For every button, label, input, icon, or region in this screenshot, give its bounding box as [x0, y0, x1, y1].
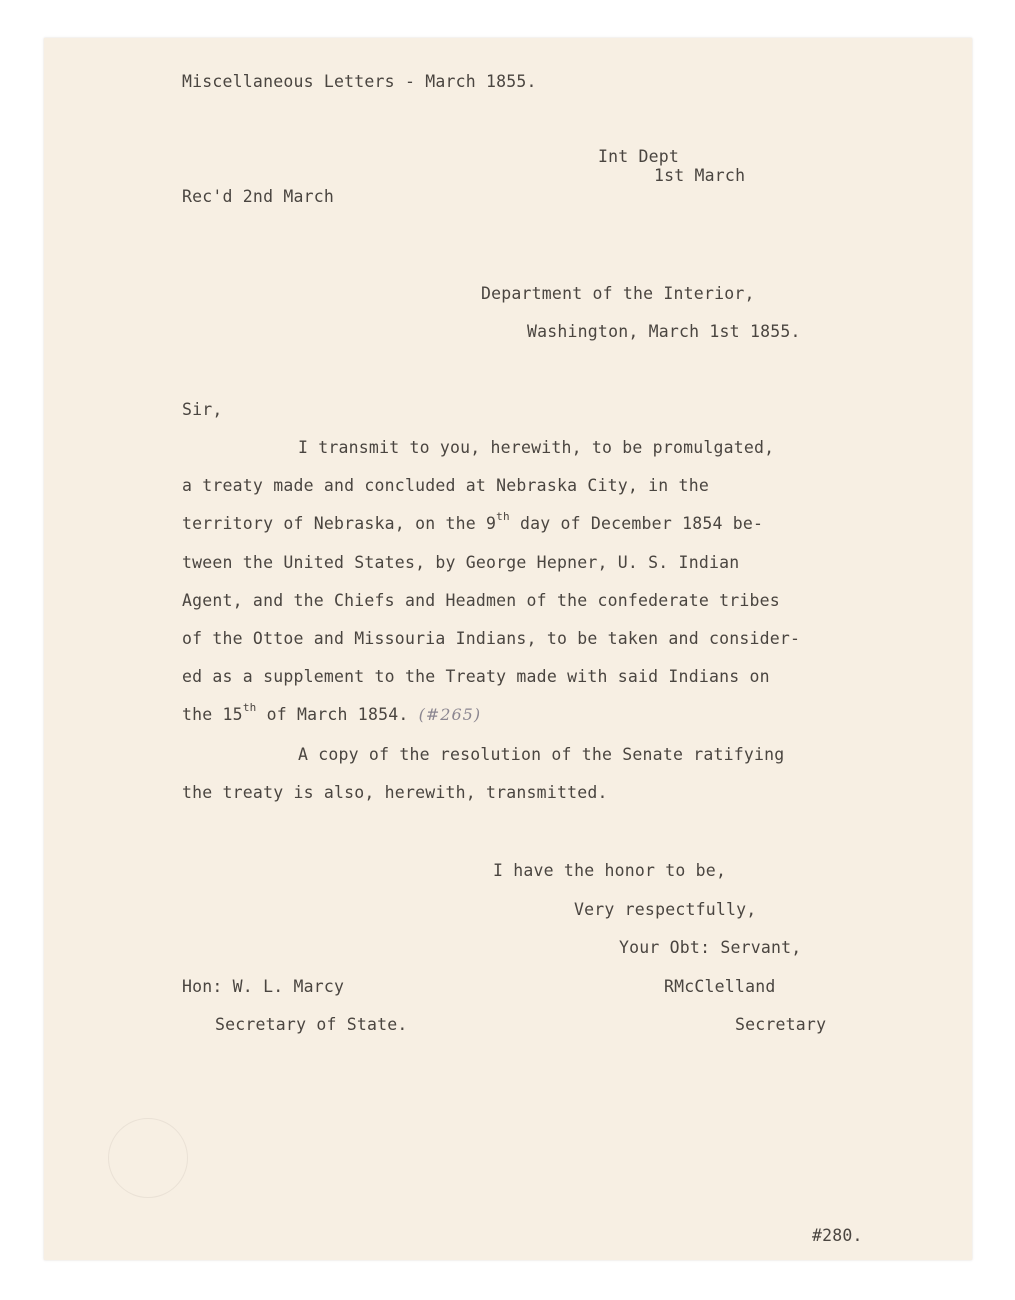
body-text: day of December 1854 be-	[509, 514, 764, 533]
collection-title: Miscellaneous Letters - March 1855.	[182, 72, 537, 91]
body-text: the 15	[182, 705, 243, 724]
handwritten-annotation: (#265)	[418, 705, 482, 724]
body-line: a treaty made and concluded at Nebraska City, in the	[182, 476, 709, 495]
document-page	[44, 38, 972, 1260]
body-text: territory of Nebraska, on the 9	[182, 514, 497, 533]
body-line: Agent, and the Chiefs and Headmen of the confederate tribes	[182, 591, 780, 610]
addressee-name: Hon: W. L. Marcy	[182, 977, 345, 996]
endorsement-dept: Int Dept	[598, 147, 680, 166]
body-line	[182, 701, 482, 725]
closing-line: Your Obt: Servant,	[619, 938, 802, 957]
salutation: Sir,	[182, 400, 223, 419]
signature: RMcClelland	[664, 977, 776, 996]
body-line: A copy of the resolution of the Senate ratifying	[298, 745, 785, 764]
addressee-title: Secretary of State.	[215, 1015, 408, 1034]
body-line: of the Ottoe and Missouria Indians, to be taken and consider-	[182, 629, 801, 648]
closing-line: I have the honor to be,	[493, 861, 727, 880]
body-line: the treaty is also, herewith, transmitted.	[182, 783, 608, 802]
body-text: of March 1854.	[256, 705, 409, 724]
letterhead-place-date: Washington, March 1st 1855.	[527, 322, 801, 341]
body-line: ed as a supplement to the Treaty made with said Indians on	[182, 667, 770, 686]
endorsement-date: 1st March	[654, 166, 746, 185]
faint-stamp-mark	[108, 1118, 188, 1198]
document-number: #280.	[812, 1226, 863, 1245]
ordinal-suffix: th	[496, 510, 510, 523]
closing-line: Very respectfully,	[574, 900, 757, 919]
body-line	[182, 510, 764, 534]
received-note: Rec'd 2nd March	[182, 187, 335, 206]
body-line: tween the United States, by George Hepner, U. S. Indian	[182, 553, 740, 572]
body-line: I transmit to you, herewith, to be promulgated,	[298, 438, 775, 457]
letterhead-department: Department of the Interior,	[481, 284, 755, 303]
ordinal-suffix: th	[242, 701, 257, 714]
signer-title: Secretary	[735, 1015, 827, 1034]
